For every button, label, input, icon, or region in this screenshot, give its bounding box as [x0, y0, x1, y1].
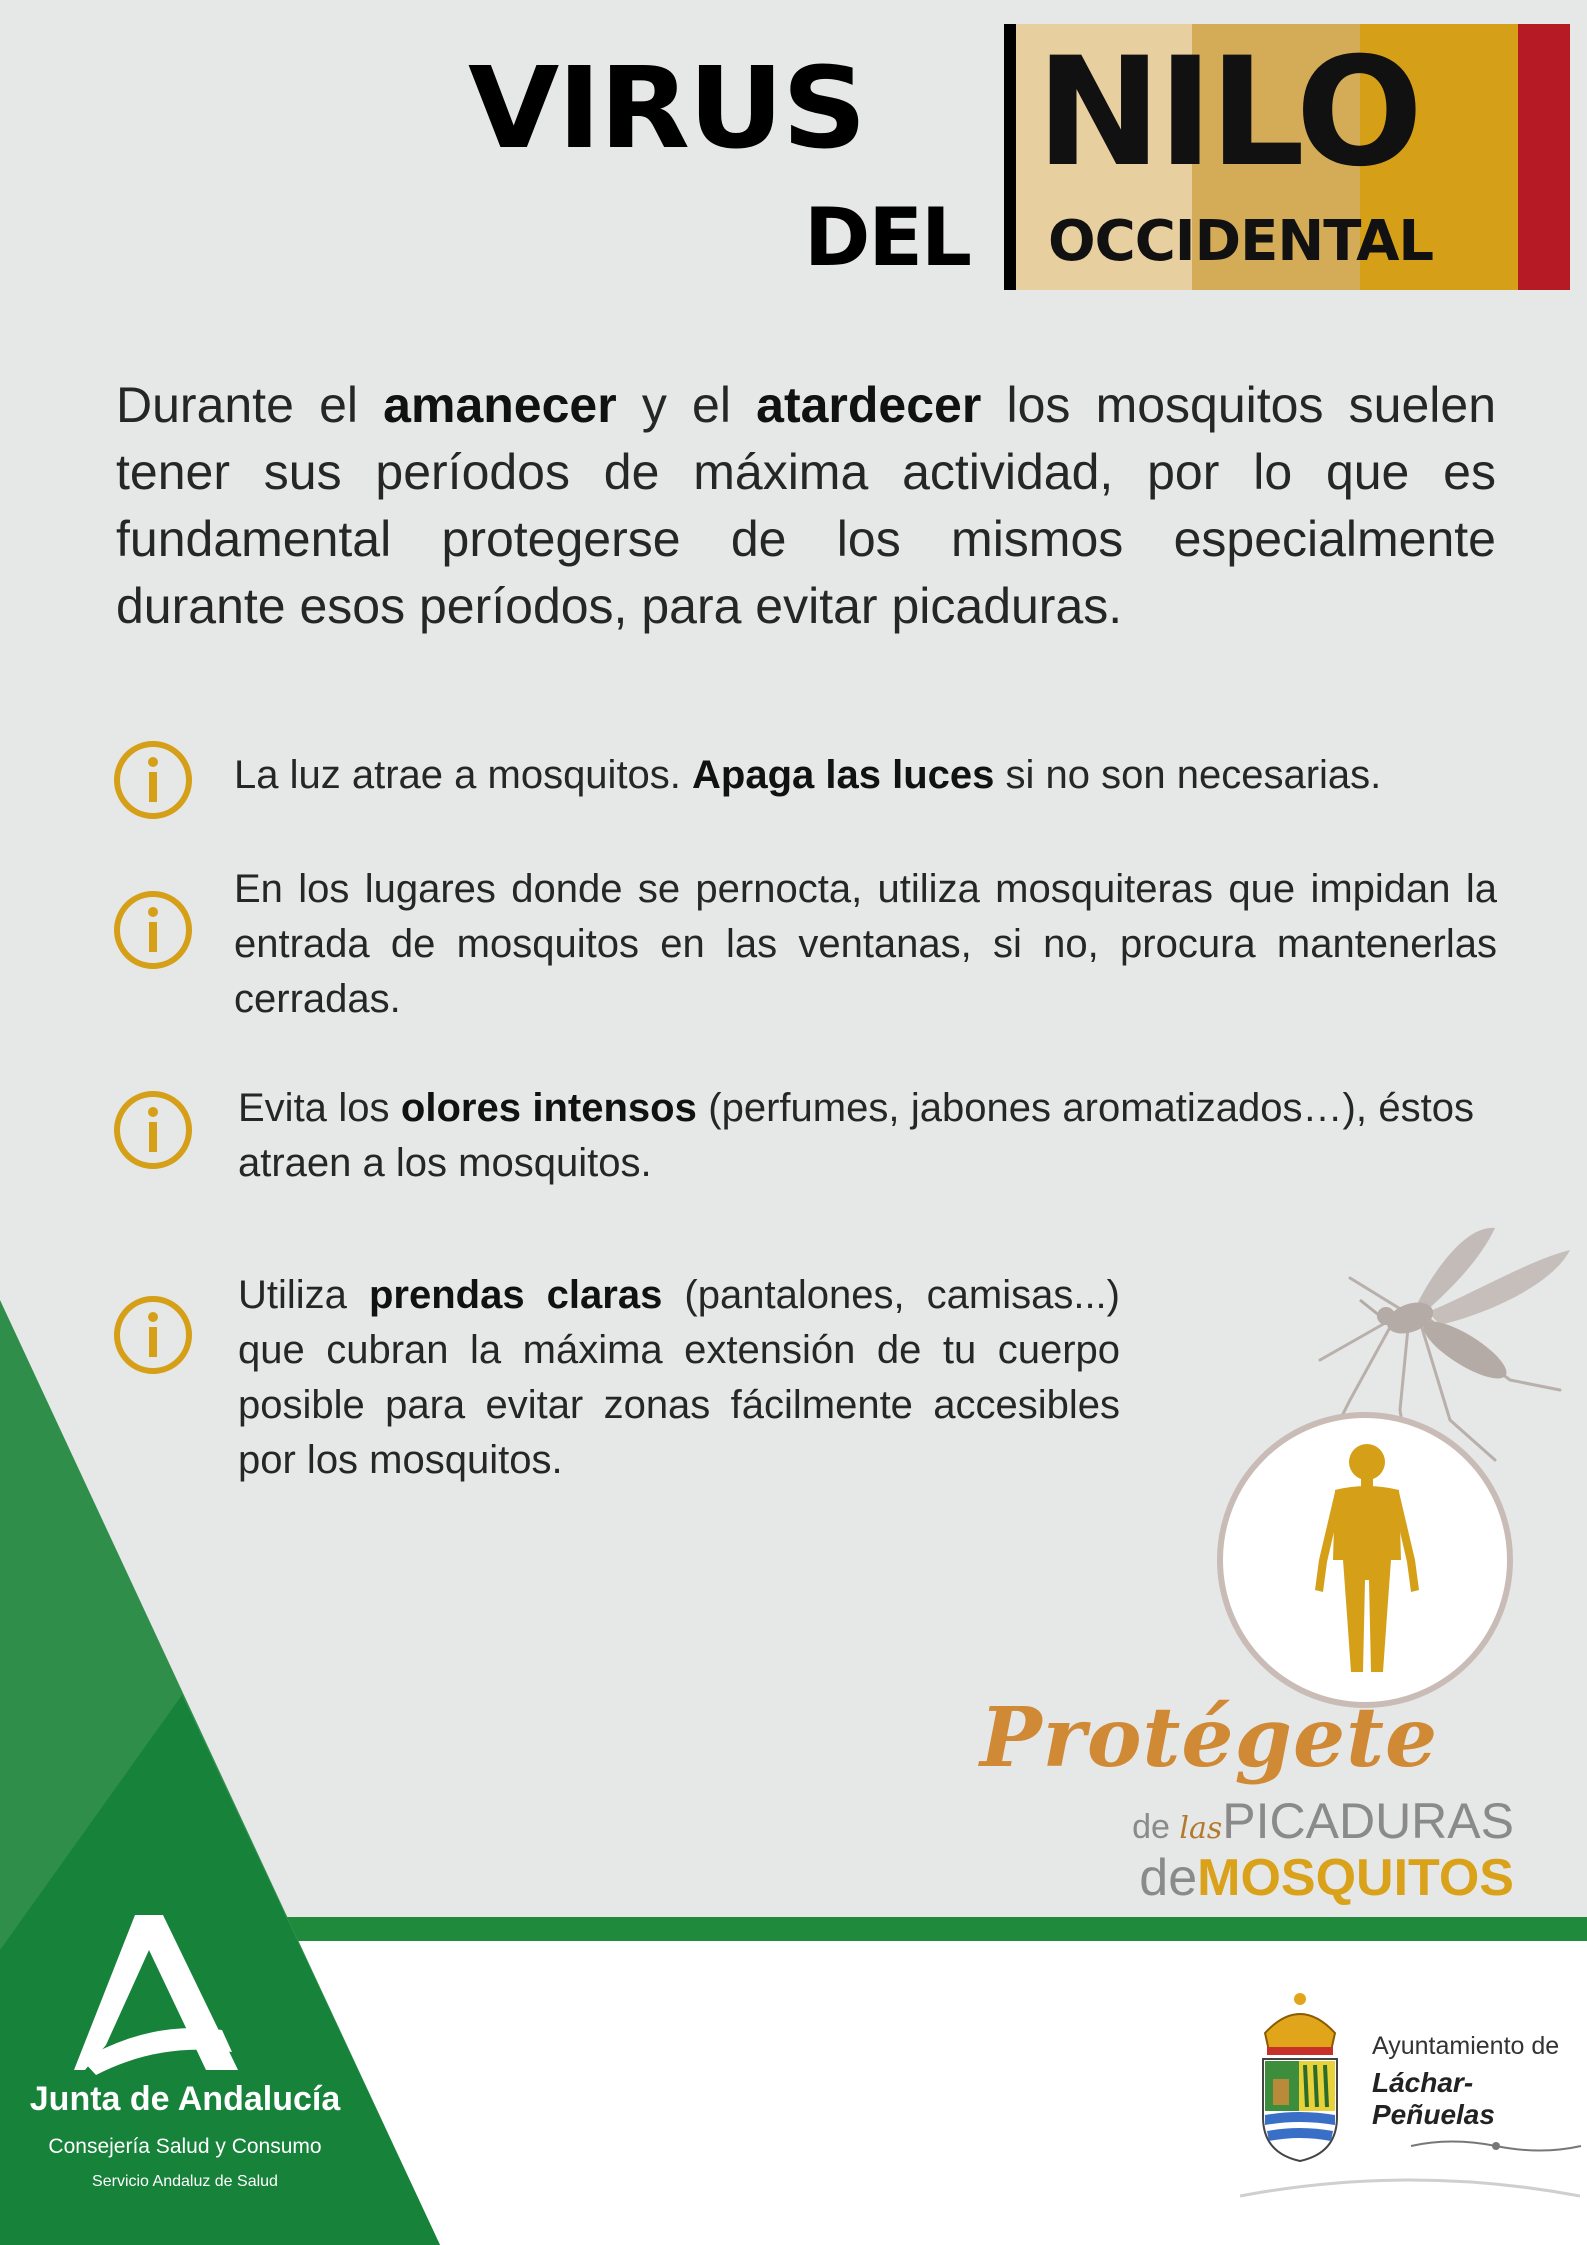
campaign-subtitle-1	[1132, 1792, 1514, 1850]
campaign-las: las	[1179, 1811, 1223, 1846]
tip-text-bold: olores intensos	[400, 1086, 697, 1130]
junta-title: Junta de Andalucía	[29, 2080, 341, 2118]
tip-text-part: Utiliza	[238, 1273, 369, 1317]
campaign-de2: de	[1139, 1849, 1198, 1907]
tip-text-part: Evita los	[238, 1086, 401, 1130]
intro-paragraph	[116, 372, 1496, 640]
header-divider	[1004, 24, 1016, 290]
junta-text-block	[0, 2080, 370, 2191]
info-icon	[113, 890, 193, 970]
tip-text-bold: prendas claras	[368, 1273, 663, 1317]
info-icon	[113, 740, 193, 820]
ayuntamiento-line2: Láchar-Peñuelas	[1372, 2067, 1495, 2130]
ornament-icon	[1406, 2135, 1586, 2157]
title-occidental: OCCIDENTAL	[1048, 209, 1434, 274]
tip-text-part: (pantalones, camisas...) que cubran la máxima extensión de tu cuerpo posible para evitar zonas fácilmente accesibles por los mosquitos.	[238, 1273, 1120, 1482]
header-band-red	[1518, 24, 1570, 290]
campaign-subtitle-2	[1139, 1848, 1514, 1908]
tip-text: En los lugares donde se pernocta, utiliza mosquiteras que impidan la entrada de mosquitos en las ventanas, si no, procura mantenerlas cerradas.	[234, 867, 1497, 1021]
title-del: DEL	[804, 191, 971, 284]
campaign-mosquitos: MOSQUITOS	[1197, 1849, 1514, 1907]
ayuntamiento-wave-decoration	[1240, 2168, 1580, 2198]
junta-subtitle: Consejería Salud y Consumo	[48, 2135, 322, 2158]
tip-text	[238, 1081, 1474, 1191]
tip-text	[234, 748, 1504, 803]
info-icon	[113, 1090, 193, 1170]
human-body-badge	[1215, 1410, 1515, 1710]
intro-bold: atardecer	[756, 377, 982, 433]
tip-text-part: (perfumes, jabones aromatizados…), éstos atraen a los mosquitos.	[238, 1086, 1474, 1185]
title-virus: VIRUS	[468, 42, 865, 174]
campaign-title: Protégete	[980, 1690, 1439, 1786]
ayuntamiento-text-block	[1372, 2032, 1587, 2162]
campaign-picaduras: PICADURAS	[1222, 1793, 1514, 1849]
intro-text: y el	[616, 377, 757, 433]
tip-text-part: si no son necesarias.	[994, 753, 1382, 797]
tip-text-bold: Apaga las luces	[692, 753, 995, 797]
junta-subtitle-2: Servicio Andaluz de Salud	[92, 2173, 278, 2190]
title-nilo: NILO	[1036, 26, 1420, 200]
campaign-de: de	[1132, 1808, 1180, 1846]
intro-text: los mosquitos suelen tener sus períodos de máxima actividad, por lo que es fundamental protegerse de los mismos especialmente durante esos períodos, para evitar picaduras.	[116, 377, 1497, 634]
tip-text-part: La luz atrae a mosquitos.	[234, 753, 693, 797]
coat-of-arms-icon	[1245, 1985, 1355, 2165]
intro-bold: amanecer	[383, 377, 617, 433]
intro-text: Durante el	[116, 377, 384, 433]
ayuntamiento-line1: Ayuntamiento de	[1372, 2032, 1560, 2060]
